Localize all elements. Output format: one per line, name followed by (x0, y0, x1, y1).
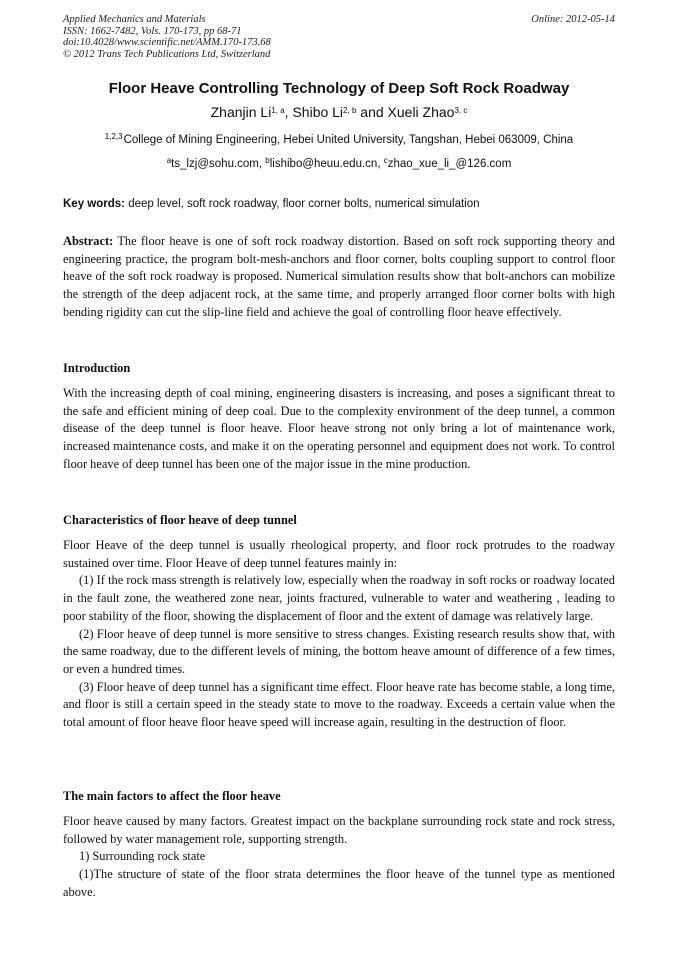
abstract-text: The floor heave is one of soft rock roadway distortion. Based on soft rock supporting theory and engineering practice, the program bolt-mesh-anchors and floor corner, bolts coupling support to control floor heave of the soft rock roadway is proposed. Numerical simulation results show that bolt-anchors can mobilize the strength of the deep adjacent rock, at the same time, and properly arranged floor corner bolts with high bending rigidity can cut the slip-line field and achieve the goal of controlling floor heave effectively. (63, 234, 615, 319)
section-heading-characteristics: Characteristics of floor heave of deep tunnel (63, 513, 297, 527)
section-factors (63, 813, 615, 902)
author-separator: and (356, 104, 388, 120)
doi-line: doi:10.4028/www.scientific.net/AMM.170-173.68 (63, 37, 271, 48)
paragraph: With the increasing depth of coal mining, engineering disasters is increasing, and poses a significant threat to the safe and efficient mining of deep coal. Due to the complexity environment of the deep tunnel, a common disease of the deep tunnel is floor heave. Floor heave strong not only bring a lot of maintenance work, increased maintenance costs, and make it on the operating personnel and equipment does not work. To control floor heave of deep tunnel has been one of the major issue in the mine production. (63, 386, 615, 471)
paper-title: Floor Heave Controlling Technology of Deep Soft Rock Roadway (108, 80, 570, 97)
keywords-text: deep level, soft rock roadway, floor corner bolts, numerical simulation (125, 198, 480, 210)
email-sup: b (265, 156, 270, 165)
section-characteristics (63, 537, 615, 732)
email-link[interactable]: ts_lzj@sohu.com (171, 158, 259, 170)
abstract (63, 233, 615, 322)
author-name: Zhanjin Li (210, 104, 272, 120)
author-sup: 3, c (454, 106, 468, 115)
email-link[interactable]: zhao_xue_li_@126.com (387, 158, 512, 170)
author-separator: , (284, 104, 293, 120)
copyright-line: © 2012 Trans Tech Publications Ltd, Switzerland (63, 48, 271, 60)
paragraph: 1) Surrounding rock state (79, 849, 206, 864)
section-heading-introduction: Introduction (63, 361, 131, 375)
paragraph: (2) Floor heave of deep tunnel is more sensitive to stress changes. Existing research results show that, with the same roadway, due to the different levels of mining, the bottom heave amount of difference of a few times, or even a hundred times. (63, 626, 615, 676)
keywords-label: Key words: (63, 198, 125, 210)
email-sup: c (383, 156, 388, 165)
affiliation-sup: 1,2,3 (104, 132, 123, 141)
author-sup: 1, a (271, 106, 285, 115)
paragraph: (3) Floor heave of deep tunnel has a significant time effect. Floor heave rate has become stable, a long time, and floor is still a certain speed in the steady state to move to the roadway. Exceeds a certain value when the total amount of floor heave floor heave speed will increase again, resulting in the destruction of floor. (63, 679, 615, 730)
abstract-label: Abstract: (63, 234, 114, 248)
author-sup: 2, b (343, 106, 357, 115)
section-heading-factors: The main factors to affect the floor heave (63, 789, 281, 803)
keywords (63, 198, 615, 210)
affiliation (0, 134, 678, 146)
online-date: Online: 2012-05-14 (531, 14, 615, 25)
journal-header (63, 14, 615, 60)
affiliation-text: College of Mining Engineering, Hebei United University, Tangshan, Hebei 063009, China (123, 134, 574, 146)
author-name: Xueli Zhao (387, 104, 455, 120)
paragraph: Floor Heave of the deep tunnel is usually rheological property, and floor rock protrudes to the roadway sustained over time. Floor Heave of deep tunnel features mainly in: (63, 538, 615, 570)
journal-name: Applied Mechanics and Materials (63, 14, 206, 25)
issn-line: ISSN: 1662-7482, Vols. 170-173, pp 68-71 (63, 25, 242, 37)
email-list: $^a$ts_lzj@sohu.com, $^b$lishibo@heuu.edu.cn, $^c$zhao_xue_li_@126.com (166, 156, 512, 170)
email-sup: a (166, 156, 172, 165)
author-list (0, 104, 678, 120)
section-introduction (63, 385, 615, 474)
paragraph: (1)The structure of state of the floor strata determines the floor heave of the tunnel type as mentioned above. (63, 867, 615, 899)
paragraph: Floor heave caused by many factors. Greatest impact on the backplane surrounding rock state and rock stress, followed by water management role, supporting strength. (63, 814, 615, 846)
email-link[interactable]: lishibo@heuu.edu.cn (269, 158, 378, 170)
author-name: Shibo Li (292, 104, 344, 120)
paragraph: (1) If the rock mass strength is relatively low, especially when the roadway in soft rocks or roadway located in the fault zone, the weathered zone near, joints fractured, vulnerable to water and weathering , leading to poor stability of the floor, showing the displacement of floor and the extent of damage was relatively large. (63, 573, 615, 623)
